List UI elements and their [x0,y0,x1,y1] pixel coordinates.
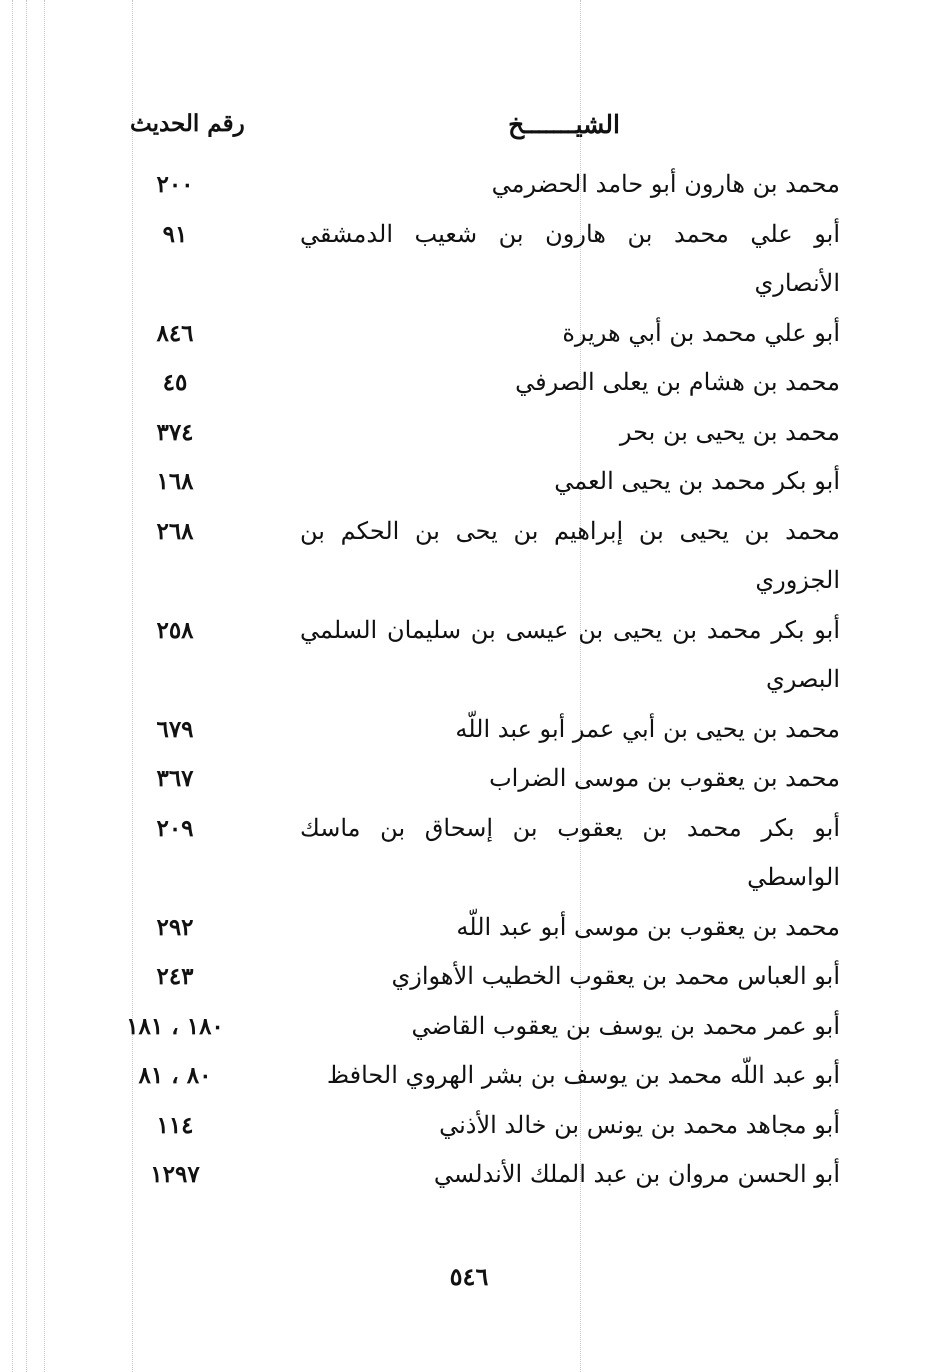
list-item [120,853,840,903]
hadith-number: ٢٩٢ [156,913,194,941]
hadith-number: ٢٠٠ [156,171,194,198]
sheikh-name: أبو بكر محمد بن يحيى بن عيسى بن سليمان السلمي [300,615,840,644]
hadith-number: ٣٦٧ [156,765,194,792]
hadith-number: ٢٤٣ [156,963,194,990]
sheikh-name-continuation: البصري [765,665,840,693]
list-item [120,259,840,309]
sheikh-name: أبو علي محمد بن أبي هريرة [562,318,840,347]
sheikh-name: محمد بن هشام بن يعلى الصرفي [515,368,840,396]
list-item [120,754,840,804]
sheikh-index-list [120,160,840,1200]
list-item [120,804,840,854]
sheikh-name: أبو العباس محمد بن يعقوب الخطيب الأهوازي [391,962,840,990]
sheikh-name-continuation: الواسطي [747,863,840,891]
sheikh-name: محمد بن يعقوب بن موسى الضراب [489,764,840,792]
hadith-number: ٨٠ ، ٨١ [138,1062,212,1089]
page-number: ٥٤٦ [449,1262,489,1291]
hadith-number: ١٨٠ ، ١٨١ [126,1012,224,1040]
sheikh-name: أبو بكر محمد بن يعقوب بن إسحاق بن ماسك [300,813,840,842]
list-item [120,160,840,210]
list-item [120,556,840,606]
list-item [120,1002,840,1052]
sheikh-column-heading: الشيـــــــخ [508,110,620,139]
hadith-number: ١١٤ [156,1111,194,1139]
list-item [120,1101,840,1151]
list-item [120,457,840,507]
sheikh-name: محمد بن يحيى بن إبراهيم بن يحى بن الحكم بن [300,516,840,545]
list-item [120,210,840,260]
hadith-number: ١٢٩٧ [150,1161,200,1188]
sheikh-name: محمد بن هارون أبو حامد الحضرمي [491,170,840,198]
list-item [120,1051,840,1101]
sheikh-name: أبو علي محمد بن هارون بن شعيب الدمشقي [300,219,840,248]
table-header [120,110,840,154]
list-item [120,507,840,557]
sheikh-name-continuation: الأنصاري [754,269,840,297]
list-item [120,358,840,408]
sheikh-name: أبو عبد اللّه محمد بن يوسف بن بشر الهروي الحافظ [326,1061,840,1089]
hadith-number: ٦٧٩ [156,715,194,743]
sheikh-name: محمد بن يعقوب بن موسى أبو عبد اللّه [456,912,840,941]
hadith-number: ٢٠٩ [156,814,194,842]
hadith-number-column-heading: رقم الحديث [130,110,245,137]
list-item [120,903,840,953]
list-item [120,1150,840,1200]
hadith-number: ١٦٨ [156,468,194,495]
list-item [120,705,840,755]
list-item [120,952,840,1002]
sheikh-name: أبو الحسن مروان بن عبد الملك الأندلسي [433,1160,840,1188]
hadith-number: ٢٦٨ [156,517,194,545]
hadith-number: ٤٥ [162,369,188,396]
list-item [120,655,840,705]
hadith-number: ٢٥٨ [156,616,194,644]
sheikh-name: أبو بكر محمد بن يحيى العمي [554,467,840,495]
hadith-number: ٣٧٤ [156,418,194,446]
list-item [120,408,840,458]
sheikh-name: محمد بن يحيى بن بحر [619,417,840,446]
sheikh-name: أبو عمر محمد بن يوسف بن يعقوب القاضي [411,1011,840,1040]
list-item [120,606,840,656]
hadith-number: ٨٤٦ [156,319,194,347]
sheikh-name: أبو مجاهد محمد بن يونس بن خالد الأذني [439,1110,840,1139]
sheikh-name-continuation: الجزوري [755,566,840,594]
hadith-number: ٩١ [162,220,188,248]
list-item [120,309,840,359]
sheikh-name: محمد بن يحيى بن أبي عمر أبو عبد اللّه [455,714,840,743]
